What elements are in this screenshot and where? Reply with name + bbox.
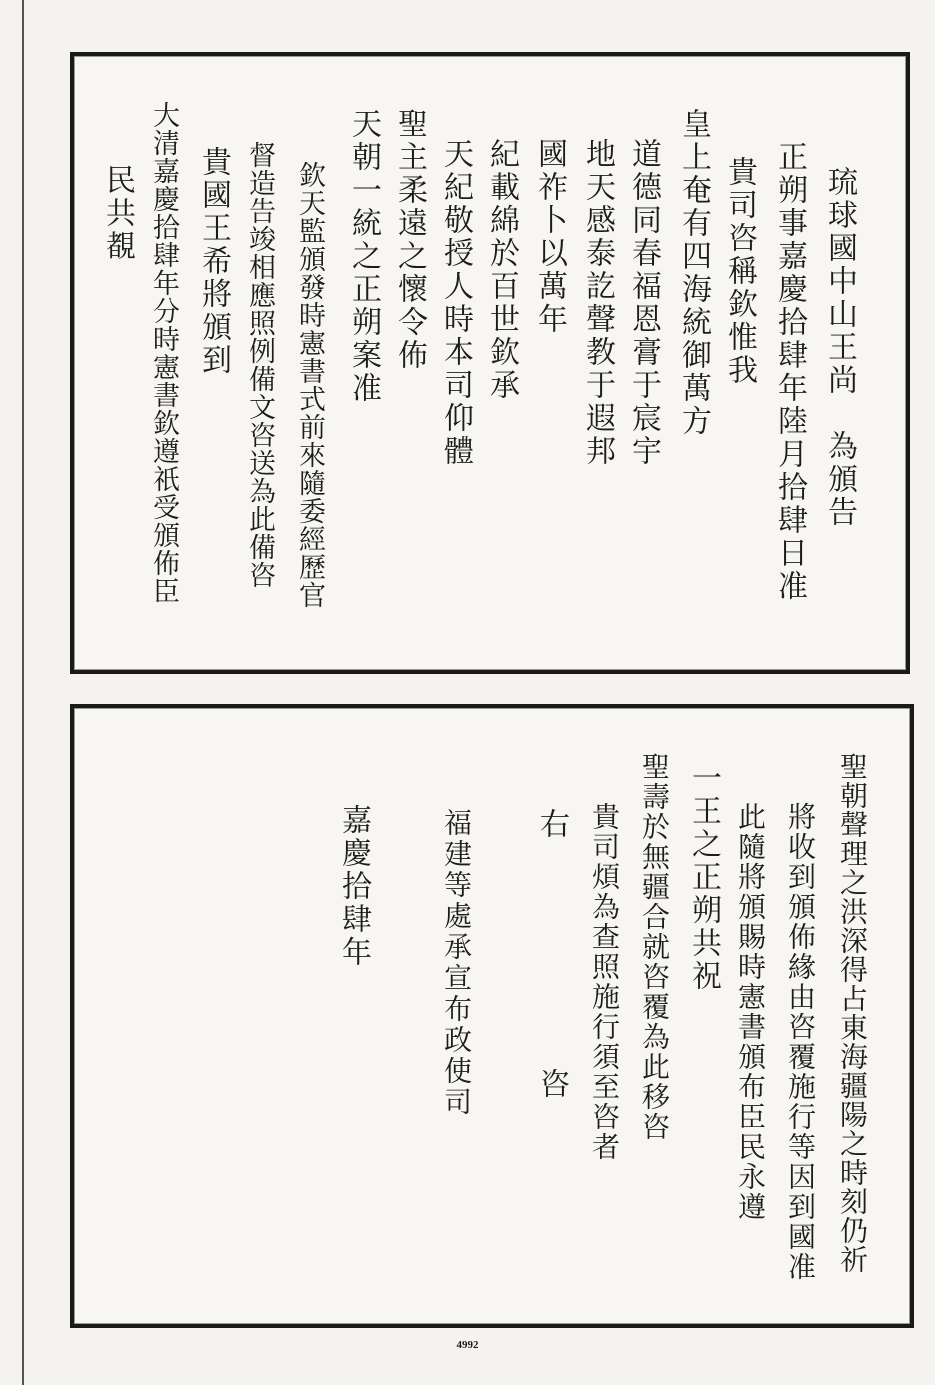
text-column: 道德同春福恩膏于宸宇 xyxy=(626,138,661,468)
text-column: 嘉慶拾肆年 xyxy=(336,804,371,969)
page-number: 4992 xyxy=(456,1339,479,1351)
text-column: 此隨將頒賜時憲書頒布臣民永遵 xyxy=(734,802,767,1222)
text-column: 琉球國中山王尚 為頒告 xyxy=(822,166,857,529)
top-document-panel xyxy=(70,52,910,674)
binding-line xyxy=(22,0,24,1385)
text-column: 民共覩 xyxy=(100,164,135,263)
text-column: 福建等處承宣布政使司 xyxy=(440,808,473,1118)
text-column: 皇上奄有四海統御萬方 xyxy=(676,108,711,438)
text-column: 一王之正朔共祝 xyxy=(686,762,721,993)
text-column: 地天感泰訖聲教于遐邦 xyxy=(580,138,615,468)
text-column: 貴司煩為查照施行須至咨者 xyxy=(588,802,621,1162)
text-column: 聖主柔遠之懷令佈 xyxy=(392,108,427,372)
text-column: 國祚卜以萬年 xyxy=(532,138,567,336)
text-column: 聖壽於無疆合就咨覆為此移咨 xyxy=(638,752,671,1142)
text-column: 天朝一統之正朔案准 xyxy=(346,108,381,405)
text-column: 將收到頒佈緣由咨覆施行等因到國准 xyxy=(784,802,817,1282)
text-column: 督造告竣相應照例備文咨送為此備咨 xyxy=(244,141,275,589)
text-column: 大清嘉慶拾肆年分時憲書欽遵祇受頒佈臣 xyxy=(148,101,179,605)
bottom-document-panel xyxy=(70,704,914,1328)
text-column: 右 xyxy=(534,808,569,841)
text-column: 天紀敬授人時本司仰體 xyxy=(438,138,473,468)
text-column: 貴國王希將頒到 xyxy=(196,146,231,377)
text-column: 聖朝聲理之洪深得占東海疆陽之時刻仍祈 xyxy=(836,752,869,1274)
text-column: 紀載綿於百世欽承 xyxy=(484,138,519,402)
text-column: 正朔事嘉慶拾肆年陸月拾肆日准 xyxy=(772,141,807,603)
text-column: 咨 xyxy=(534,1068,569,1101)
text-column: 欽天監頒發時憲書式前來隨委經歷官 xyxy=(294,161,325,609)
text-column: 貴司咨稱欽惟我 xyxy=(722,156,757,387)
